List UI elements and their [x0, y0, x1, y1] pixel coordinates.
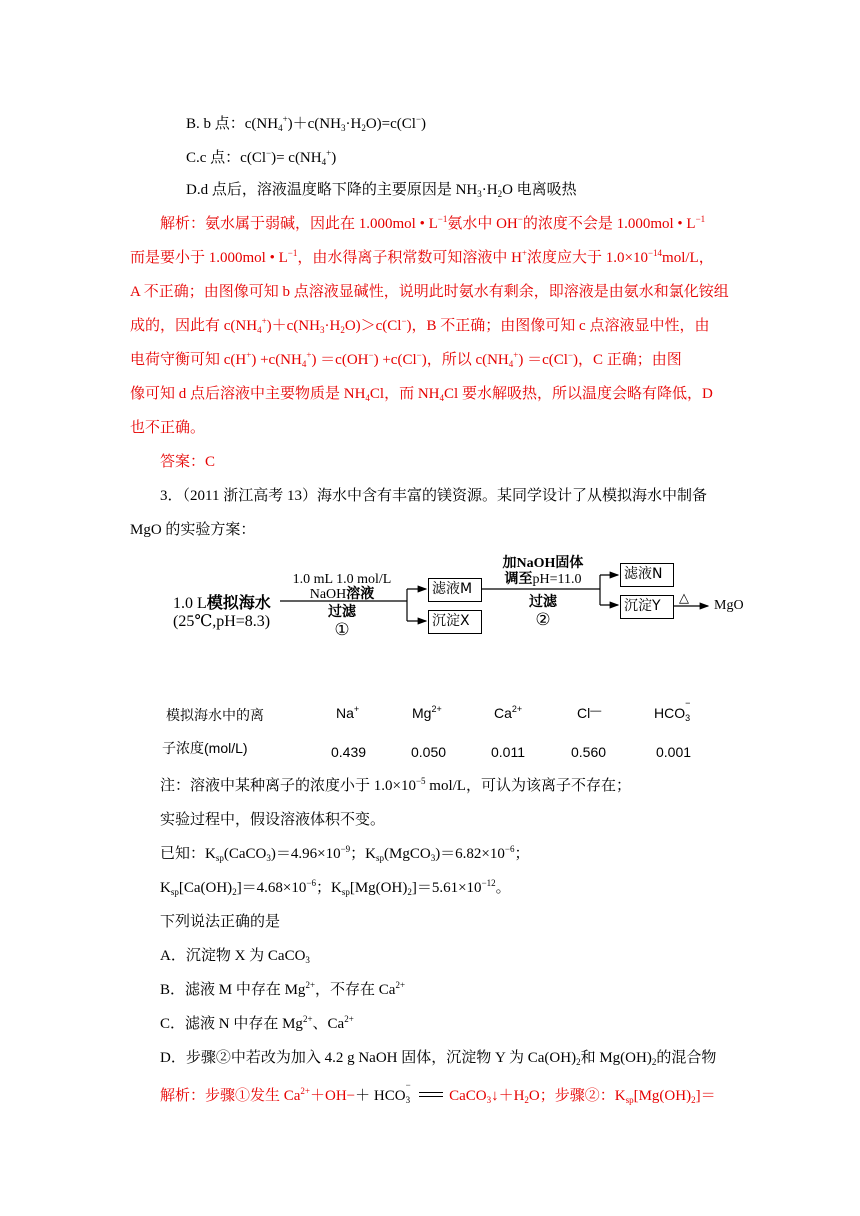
value-ca: 0.011	[491, 744, 525, 760]
equals-sign-icon	[417, 1090, 445, 1100]
option-b: B．滤液 M 中存在 $Mg^{2+}$，不存在 $Ca^{2+}$	[160, 980, 406, 998]
table-header-2: 子浓度(mol/L)	[162, 740, 248, 756]
question-3-line-1: 3．（2011 浙江高考 13）海水中含有丰富的镁资源。某同学设计了从模拟海水中制备	[160, 488, 707, 504]
ion-na: Na+	[336, 704, 360, 721]
option-c-text: C.c 点：$c(Cl^-)= c(NH_4^+)$	[186, 148, 337, 167]
analysis-line-4: 成的，因此有 $c(NH_4^+)+c(NH_3\cdot H_2O)>c(Cl^-)$，B 不正确；由图像可知 c 点溶液显中性，由	[130, 316, 710, 335]
step2-filter-label: 过滤	[529, 595, 557, 610]
analysis-line-1: 解析：氨水属于弱碱，因此在 1.000mol • $L^{-1}$氨水中 OH−的浓度不会是 1.000mol • $L^{-1}$	[160, 214, 706, 232]
answer-1: 答案：C	[160, 454, 216, 470]
box-precipitate-y: 沉淀Y	[620, 595, 674, 619]
ion-mg: $Mg^{2+}$	[412, 704, 442, 721]
question-prompt: 下列说法正确的是	[160, 914, 281, 930]
note-line-2: 实验过程中，假设溶液体积不变。	[160, 812, 386, 828]
step2-reagent-2: 调至pH=11.0	[504, 572, 582, 587]
value-na: 0.439	[331, 744, 367, 760]
ion-hco3: HCO − 3	[654, 698, 691, 723]
analysis-line-7: 也不正确。	[130, 420, 206, 436]
step2-number: ②	[535, 610, 551, 629]
option-c: C．滤液 N 中存在 $Mg^{2+}$、$Ca^{2+}$	[160, 1014, 354, 1032]
option-b-text: B. b 点：$c(NH_4^+)+c(NH_3\cdot H_2O)=c(Cl^-)$	[186, 114, 427, 133]
table-header-1: 模拟海水中的离	[166, 707, 264, 723]
option-d-text: D.d 点后，溶液温度略下降的主要原因是 $NH_3\cdot H_2O$ 电离吸热	[186, 182, 577, 199]
value-cl: 0.560	[571, 744, 607, 760]
box-precipitate-x: 沉淀X	[428, 610, 482, 634]
option-a: A．沉淀物 X 为 CaCO$_3$	[160, 948, 310, 965]
analysis-2-line-1: 解析：步骤①发生 $Ca^{2+}+OH-+$ HCO − 3 $CaCO_3↓+H_2O$；步骤②：$K_{sp}[Mg(OH)_2]=$	[160, 1080, 716, 1105]
value-hco3: 0.001	[656, 744, 692, 760]
box-filtrate-m: 滤液M	[428, 578, 482, 602]
step2-reagent-1: 加NaOH固体	[502, 556, 584, 571]
step1-number: ①	[334, 620, 350, 639]
analysis-line-3: A 不正确；由图像可知 b 点溶液显碱性，说明此时氨水有剩余，即溶液是由氨水和氯化铵组	[130, 284, 729, 300]
flow-start-label-2: (25℃,pH=8.3)	[173, 613, 271, 630]
ksp-line-2: $K_{sp}[Ca(OH)_2]=4.68\times 10^{-6}$；$K_{sp}[Mg(OH)_2]=5.61\times 10^{-12}$。	[160, 878, 511, 897]
ion-cl: Cl—	[577, 705, 602, 721]
heat-symbol-icon: △	[679, 590, 689, 605]
flow-start-label-1: 1.0 L模拟海水	[173, 595, 271, 612]
value-mg: 0.050	[411, 744, 447, 760]
analysis-line-6: 像可知 d 点后溶液中主要物质是 $NH_4Cl$，而 $NH_4Cl$ 要水解吸热，所以温度会略有降低，D	[130, 386, 713, 403]
analysis-line-2: 而是要小于 1.000mol • $L^{-1}$，由水得离子积常数可知溶液中 H+浓度应大于 $1.0\times 10^{-14}mol/L$，	[130, 248, 714, 266]
step1-filter-label: 过滤	[328, 605, 356, 620]
note-line-1: 注：溶液中某种离子的浓度小于 $1.0\times 10^{-5}$ mol/L，可认为该离子不存在；	[160, 776, 631, 794]
analysis-line-5: 电荷守衡可知 $c(H^+) +c(NH_4^+) =c(OH^-) +c(Cl^-)$，所以 $c(NH_4^+) =c(Cl^-)$，C 正确；由图	[130, 350, 682, 369]
product-mgo: MgO	[714, 598, 744, 613]
step1-reagent-1: 1.0 mL 1.0 mol/L	[292, 572, 392, 587]
question-3-line-2: MgO 的实验方案：	[130, 522, 256, 538]
step1-reagent-2: NaOH溶液	[309, 587, 375, 602]
option-d: D．步骤②中若改为加入 4.2 g NaOH 固体，沉淀物 Y 为 $Ca(OH)_2$和 $Mg(OH)_2$的混合物	[160, 1050, 717, 1067]
box-filtrate-n: 滤液N	[620, 563, 674, 587]
ion-ca: $Ca^{2+}$	[494, 704, 523, 721]
ksp-line-1: 已知：$K_{sp}(CaCO_3)=4.96\times 10^{-9}$；$K_{sp}(MgCO_3)=6.82\times 10^{-6}$；	[160, 844, 530, 863]
